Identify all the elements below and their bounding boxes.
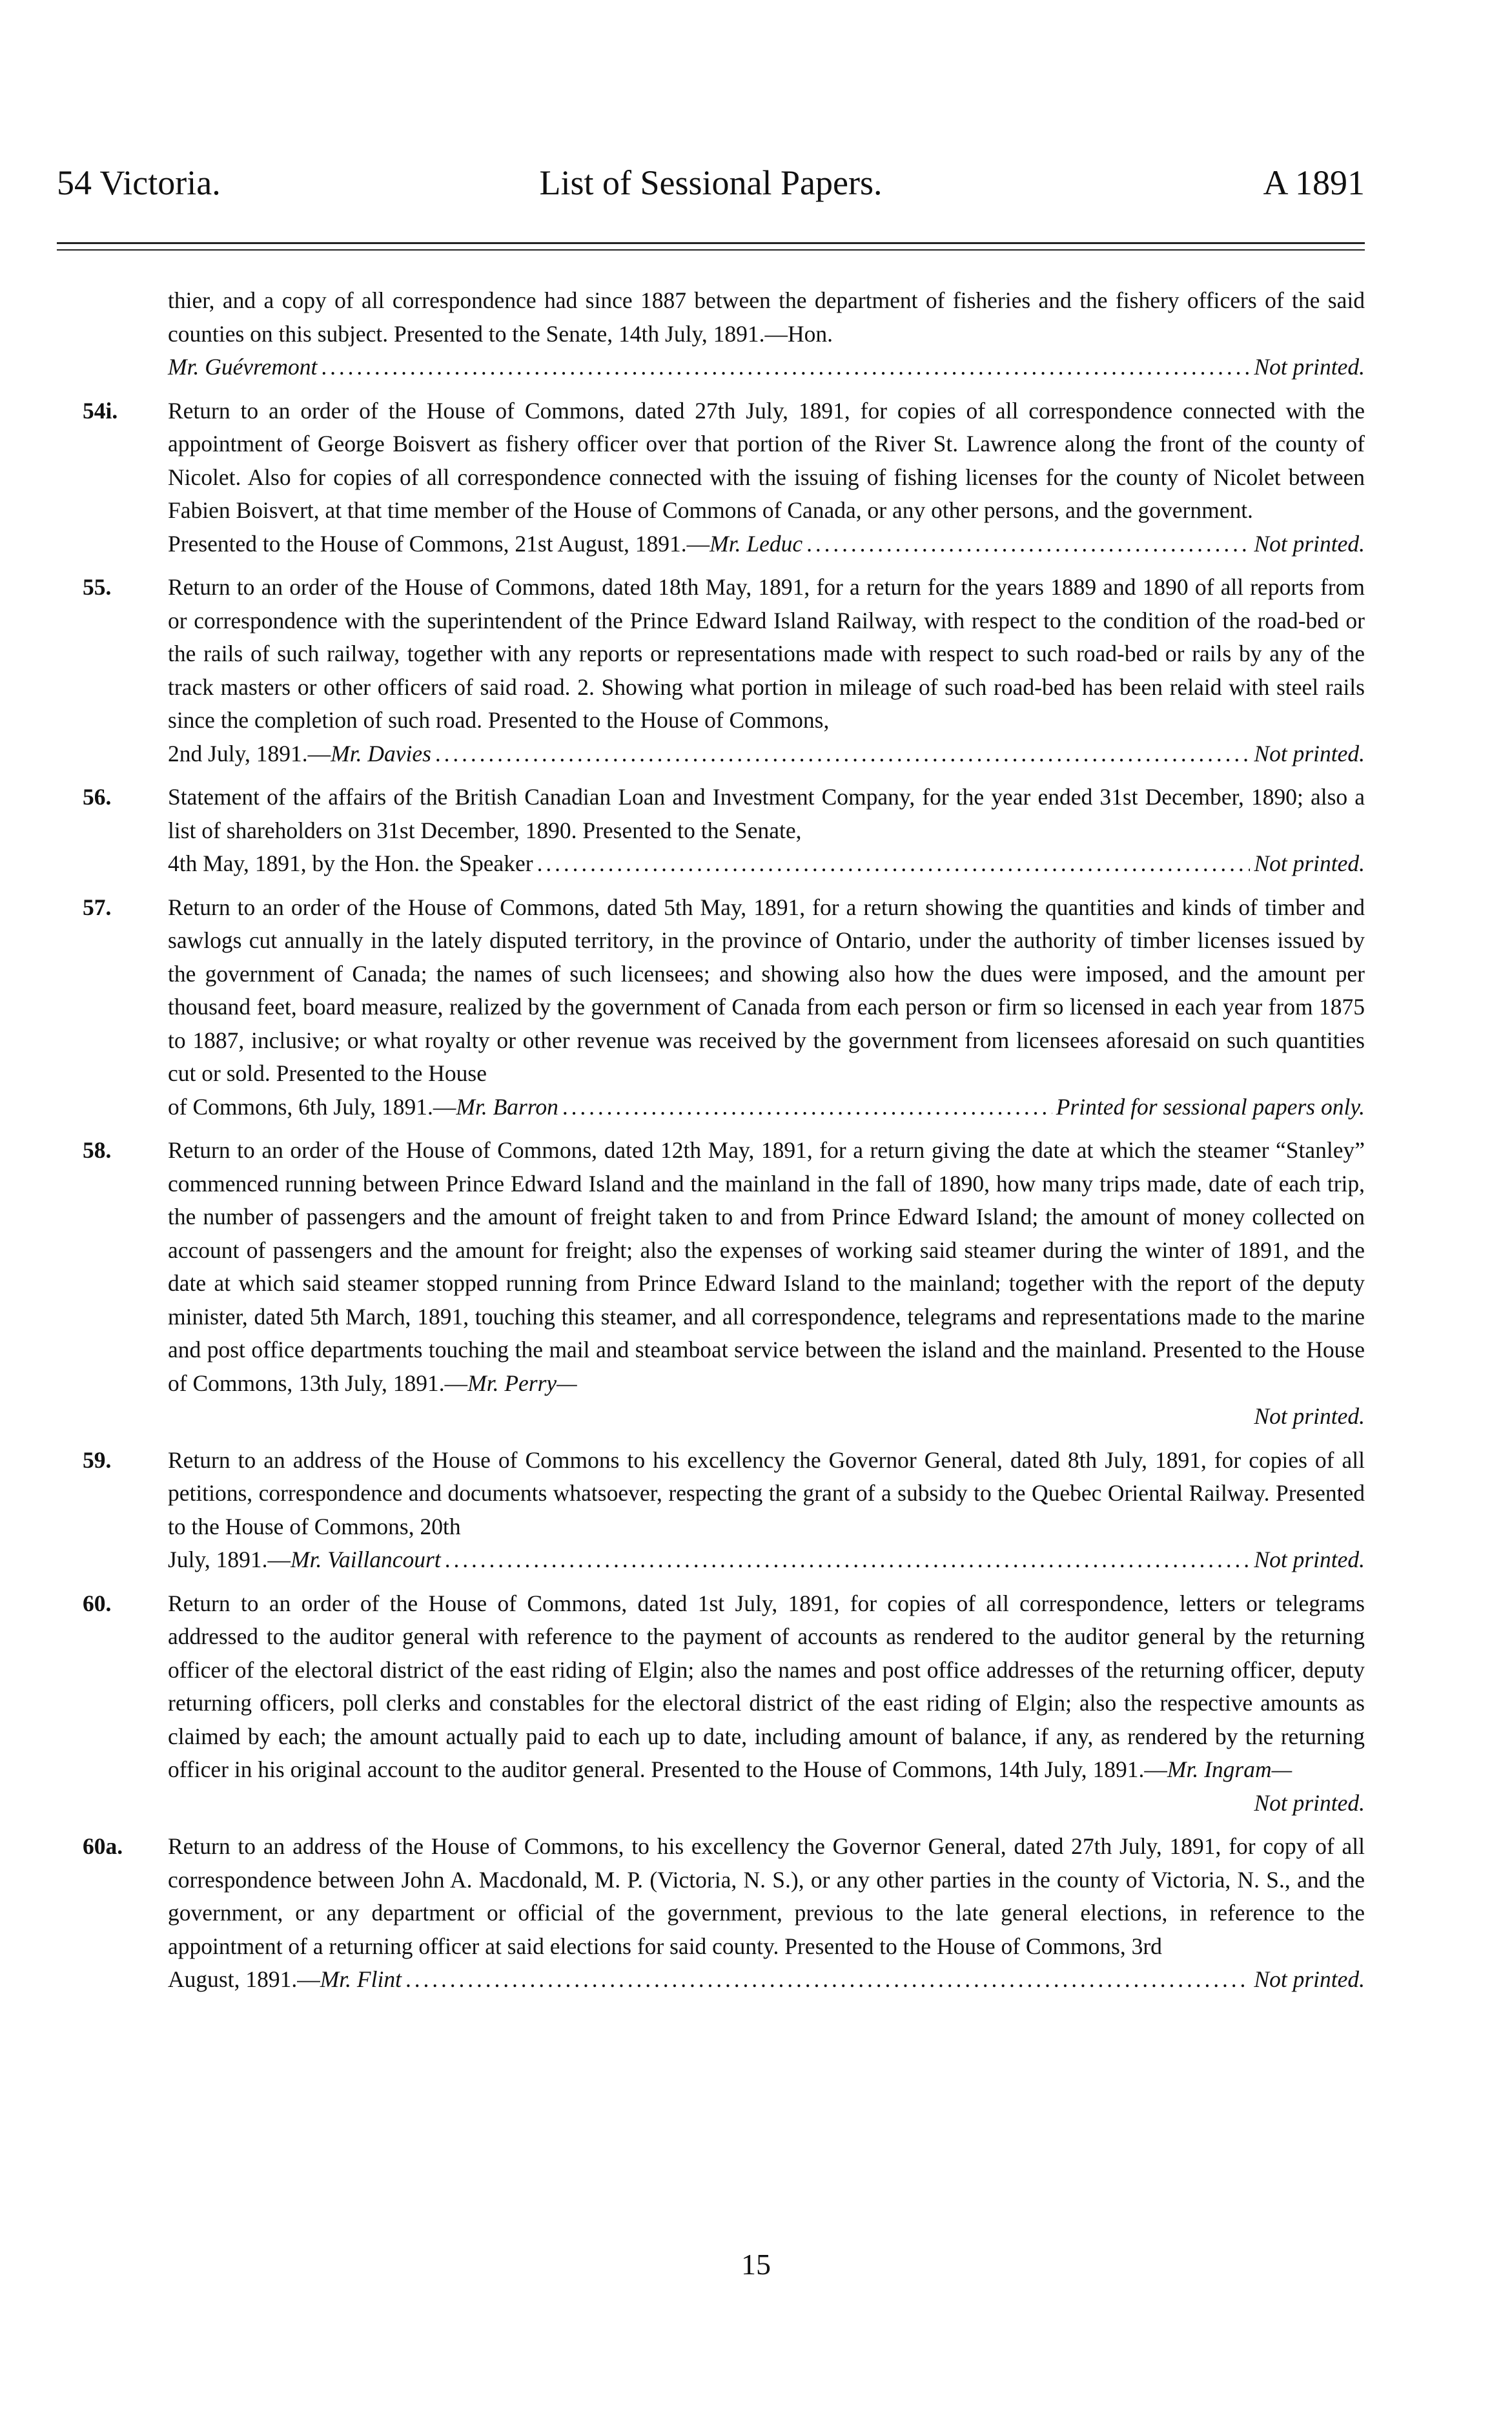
entry-text: Return to an order of the House of Commons, dated 5th May, 1891, for a return showing the quantities and kinds of timber and sawlogs cut annually in the lately disputed territory, in the province of Ontario, under the authority of timber licenses issued by the government of Canada; the names of such licensees; and showing also how the dues were imposed, and the amount per thousand feet, board measure, realized by the government of Canada from each person or firm so licensed in each year from 1875 to 1887, inclusive; or what royalty or other revenue was received by the government from licensees aforesaid on such quantities cut or sold. Presented to the House	[168, 894, 1365, 1086]
entry-person: Mr. Leduc	[710, 530, 803, 557]
entry-text: thier, and a copy of all correspondence had since 1887 between the department of fisheries and the fishery officers of the said counties on this subject. Presented to the Senate, 14th July, 1891.—Hon.	[168, 287, 1365, 347]
entry-text: Return to an order of the House of Commons, dated 1st July, 1891, for copies of all correspondence, letters or telegrams addressed to the auditor general with reference to the payment of accounts as rendered to the auditor general by the returning officer of the electoral district of the east riding of Elgin; also the names and post office addresses of the returning officer, deputy returning officers, poll clerks and constables for the electoral district of the east riding of Elgin; also the respective amounts as claimed by each; the amount actually paid to each up to date, including amount of balance, if any, as rendered by the returning officer in his original account to the auditor general. Presented to the House of Commons, 14th July, 1891.—	[168, 1590, 1365, 1782]
entry-status: Not printed.	[1254, 354, 1365, 380]
entry-text: Return to an order of the House of Commons, dated 12th May, 1891, for a return giving the date at which the steamer “Stanley” commenced running between Prince Edward Island and the mainland in the fall of 1890, how many trips made, date of each trip, the number of passengers and the amount of freight taken to and from Prince Edward Island; the amount of money collected on account of passengers and the amount for freight; also the expenses of working said steamer during the winter of 1891, and the date at which said steamer stopped running from Prince Edward Island to the mainland; together with the report of the deputy minister, dated 5th March, 1891, touching this steamer, and all correspondence, telegrams and representations made to the marine and post office departments touching the mail and steamboat service between the island and the mainland. Presented to the House of Commons, 13th July, 1891.—	[168, 1137, 1365, 1396]
header-session: 54 Victoria.	[57, 163, 221, 202]
page-header	[57, 163, 1365, 214]
entry-number: 56.	[83, 784, 112, 810]
list-entry	[57, 1134, 1365, 1434]
entry-person: Mr. Ingram—	[1167, 1756, 1292, 1782]
entry-presented: August, 1891.—	[168, 1966, 320, 1992]
entry-presented: Presented to the House of Commons, 21st August, 1891.—	[168, 530, 710, 557]
entry-number: 54i.	[83, 397, 118, 424]
list-entry	[57, 395, 1365, 561]
entry-text: Statement of the affairs of the British Canadian Loan and Investment Company, for the year ended 31st December, 1890; also a list of shareholders on 31st December, 1890. Presented to the Senate,	[168, 784, 1365, 843]
entry-presented: 4th May, 1891, by the Hon. the Speaker	[168, 850, 533, 876]
header-rule-top	[57, 242, 1365, 244]
entry-text: Return to an address of the House of Commons to his excellency the Governor General, dated 8th July, 1891, for copies of all petitions, correspondence and documents whatsoever, respecting the grant of a subsidy to the Quebec Oriental Railway. Presented to the House of Commons, 20th	[168, 1446, 1365, 1539]
entry-tail	[168, 737, 1365, 771]
entry-status: Not printed.	[1254, 1403, 1365, 1429]
entry-tail	[168, 847, 1365, 881]
leader-dots	[562, 1091, 1052, 1124]
entry-number: 57.	[83, 894, 112, 920]
list-entry	[57, 781, 1365, 881]
header-title: List of Sessional Papers.	[539, 163, 883, 202]
entry-person: Mr. Barron	[456, 1093, 558, 1120]
entry-number: 60.	[83, 1590, 112, 1616]
entry-status: Not printed.	[1254, 1966, 1365, 1992]
leader-dots	[435, 737, 1251, 771]
entry-person: Mr. Guévremont	[168, 354, 318, 380]
entry-presented: July, 1891.—	[168, 1547, 291, 1572]
entry-text: Return to an order of the House of Commons, dated 18th May, 1891, for a return for the years 1889 and 1890 of all reports from or correspondence with the superintendent of the Prince Edward Island Railway, with respect to the condition of the road-bed or the rails of such railway, together with any reports or representations made with respect to such road-bed or rails by any of the track masters or other officers of said road. 2. Showing what portion in mileage of such road-bed has been relaid with steel rails since the completion of such road. Presented to the House of Commons,	[168, 574, 1365, 733]
entry-status: Not printed.	[1254, 1547, 1365, 1572]
list-entry	[57, 1587, 1365, 1820]
entry-number: 59.	[83, 1446, 112, 1473]
entry-status: Printed for sessional papers only.	[1056, 1093, 1365, 1120]
leader-dots	[806, 528, 1250, 561]
page-number: 15	[741, 2248, 771, 2281]
leader-dots	[445, 1543, 1251, 1577]
list-entry	[57, 1830, 1365, 1997]
entry-number: 58.	[83, 1137, 112, 1163]
header-rule-bottom	[57, 249, 1365, 251]
entry-tail	[168, 528, 1365, 561]
entry-tail	[168, 1091, 1365, 1124]
entry-status: Not printed.	[1254, 1789, 1365, 1816]
entry-number: 55.	[83, 574, 112, 600]
entry-status: Not printed.	[1254, 740, 1365, 766]
entry-text: Return to an order of the House of Commons, dated 27th July, 1891, for copies of all correspondence connected with the appointment of George Boisvert as fishery officer over that portion of the River St. Lawrence along the front of the county of Nicolet. Also for copies of all correspondence connected with the issuing of fishing licenses for the county of Nicolet between Fabien Boisvert, at that time member of the House of Commons of Canada, or any other persons, and the government.	[168, 397, 1365, 523]
entry-status: Not printed.	[1254, 850, 1365, 876]
entry-presented: of Commons, 6th July, 1891.—	[168, 1093, 456, 1120]
leader-dots	[321, 351, 1250, 384]
entry-text: Return to an address of the House of Commons, to his excellency the Governor General, dated 27th July, 1891, for copy of all correspondence between John A. Macdonald, M. P. (Victoria, N. S.), or any other parties in the county of Victoria, N. S., and the government, or any department or official of the government, previous to the late general elections, in reference to the appointment of a returning officer at said elections for said county. Presented to the House of Commons, 3rd	[168, 1833, 1365, 1959]
leader-dots	[537, 847, 1251, 881]
entry-tail	[168, 1543, 1365, 1577]
header-year: A 1891	[1263, 163, 1365, 202]
entry-presented: 2nd July, 1891.—	[168, 740, 331, 766]
sessional-papers-list	[57, 284, 1365, 2007]
entry-tail	[168, 1963, 1365, 1997]
list-entry	[57, 891, 1365, 1124]
list-entry	[57, 571, 1365, 770]
list-entry	[57, 1444, 1365, 1577]
entry-person: Mr. Vaillancourt	[291, 1547, 441, 1572]
entry-person: Mr. Davies	[331, 740, 431, 766]
entry-person: Mr. Perry—	[467, 1370, 577, 1396]
leader-dots	[405, 1963, 1250, 1997]
entry-status: Not printed.	[1254, 530, 1365, 557]
entry-person: Mr. Flint	[320, 1966, 402, 1992]
entry-number: 60a.	[83, 1833, 123, 1859]
entry-tail	[168, 351, 1365, 384]
list-entry	[57, 284, 1365, 384]
